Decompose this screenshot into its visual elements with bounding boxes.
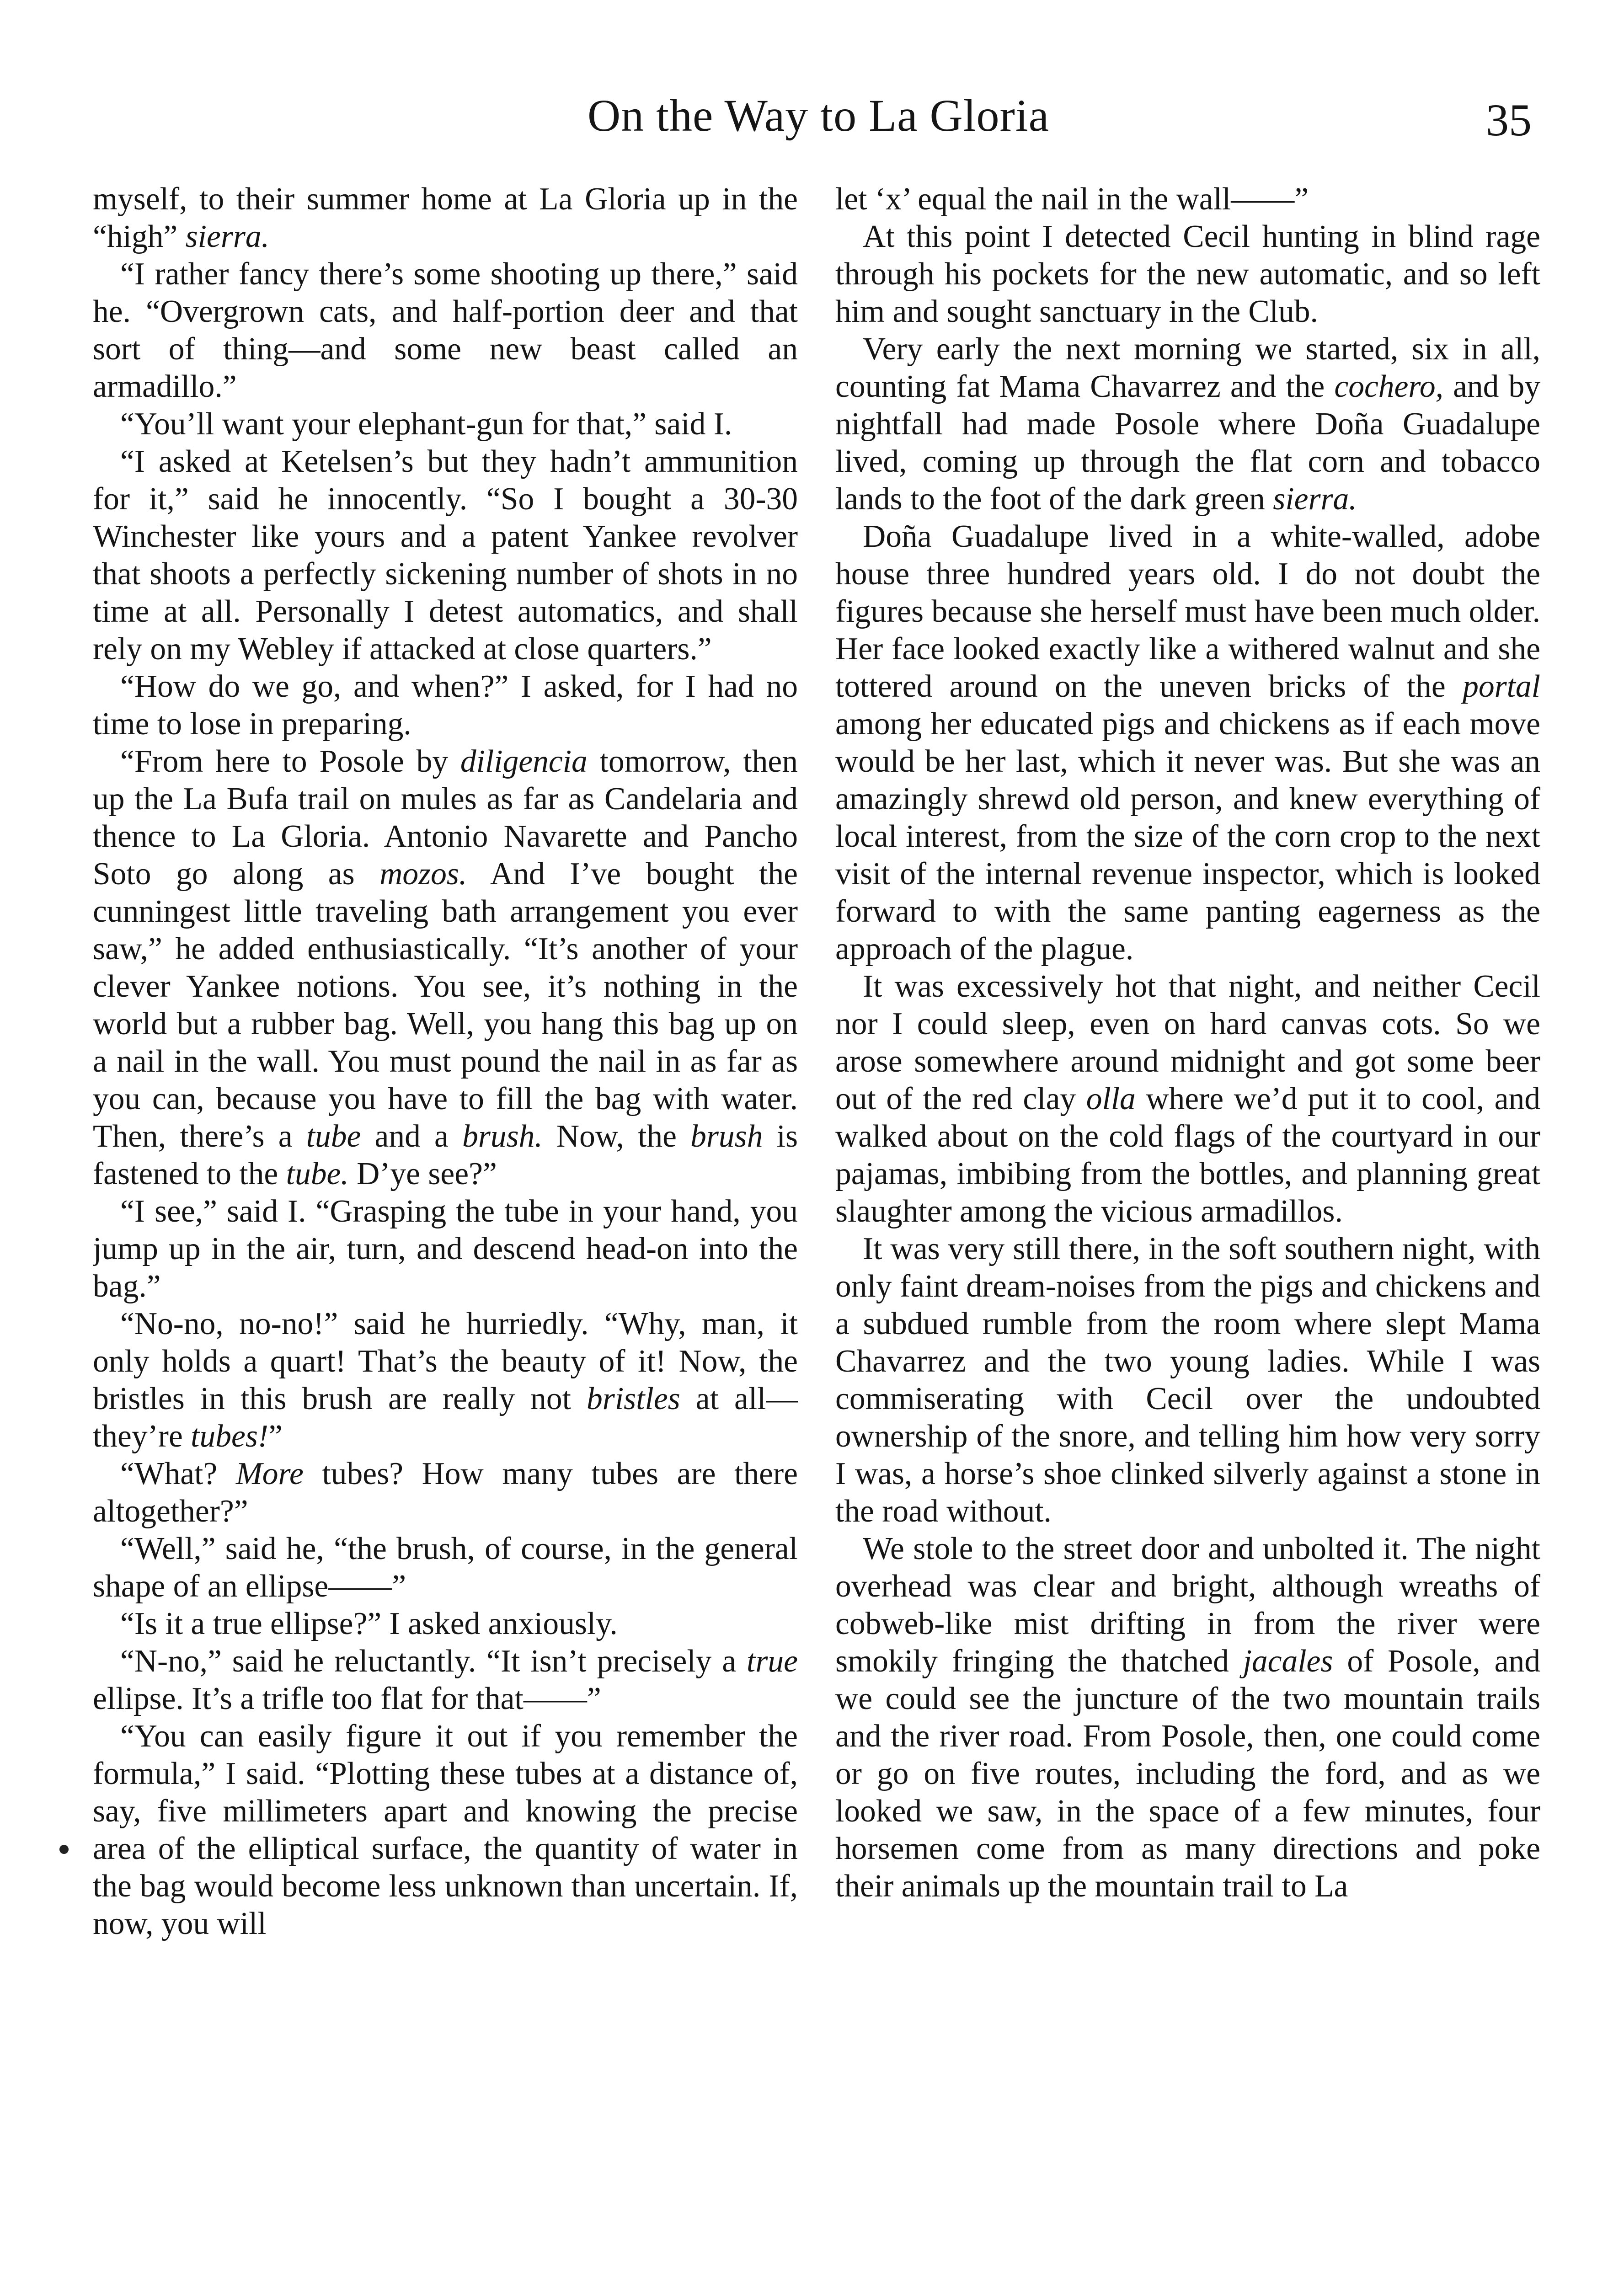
paragraph: We stole to the street door and unbolted it. The night overhead was clear and bright, although wreaths of cobweb-like mist drifting in from the river were smokily fringing the thatched jacales of Posole, and we could see the juncture of the two mountain trails and the river road. From Posole, then, one could come or go on five routes, including the ford, and as we looked we saw, in the space of a few minutes, four horsemen come from as many directions and poke their animals up the mountain trail to La <box>835 1531 1540 1904</box>
paragraph: “You’ll want your elephant-gun for that,” said I. <box>120 406 732 442</box>
page-header <box>87 80 1550 162</box>
paragraph: “I rather fancy there’s some shooting up there,” said he. “Overgrown cats, and half-portion deer and that sort of thing—and some new beast called an armadillo.” <box>93 256 798 404</box>
paragraph: let ‘x’ equal the nail in the wall——” <box>835 182 1309 217</box>
paragraph: “How do we go, and when?” I asked, for I had no time to lose in preparing. <box>93 669 798 742</box>
paragraph: “From here to Posole by diligencia tomorrow, then up the La Bufa trail on mules as far as Candelaria and thence to La Gloria. Antonio Navarette and Pancho Soto go along as mozos. And I’ve bought the cunningest little traveling bath arrangement you ever saw,” he added enthusiastically. “It’s another of your clever Yankee notions. You see, it’s nothing in the world but a rubber bag. Well, you hang this bag up on a nail in the wall. You must pound the nail in as far as you can, because you have to fill the bag with water. Then, there’s a tube and a brush. Now, the brush is fastened to the tube. D’ye see?” <box>93 744 798 1191</box>
paragraph: “Is it a true ellipse?” I asked anxiously. <box>120 1606 618 1641</box>
right-text-column <box>835 181 1540 2286</box>
paragraph: “What? More tubes? How many tubes are there altogether?” <box>93 1456 798 1529</box>
left-text-column <box>93 181 798 2286</box>
paragraph: It was very still there, in the soft southern night, with only faint dream-noises from the pigs and chickens and a subdued rumble from the room where slept Mama Chavarrez and the two young ladies. While I was commiserating with Cecil over the undoubted ownership of the snore, and telling him how very sorry I was, a horse’s shoe clinked silverly against a stone in the road without. <box>835 1231 1540 1529</box>
paragraph: “No-no, no-no!” said he hurriedly. “Why, man, it only holds a quart! That’s the beauty of it! Now, the bristles in this brush are really not bristles at all—they’re tubes!” <box>93 1306 798 1454</box>
page-number: 35 <box>1486 95 1532 145</box>
paragraph: “I see,” said I. “Grasping the tube in your hand, you jump up in the air, turn, and descend head-on into the bag.” <box>93 1194 798 1304</box>
running-title: On the Way to La Gloria <box>587 90 1050 141</box>
margin-dot-mark <box>59 1845 69 1854</box>
paragraph: myself, to their summer home at La Gloria up in the “high” sierra. <box>93 182 798 254</box>
paragraph: It was excessively hot that night, and neither Cecil nor I could sleep, even on hard canvas cots. So we arose somewhere around midnight and got some beer out of the red clay olla where we’d put it to cool, and walked about on the cold flags of the courtyard in our pajamas, imbibing from the bottles, and planning great slaughter among the vicious armadillos. <box>835 969 1540 1229</box>
paragraph: “N-no,” said he reluctantly. “It isn’t precisely a true ellipse. It’s a trifle too flat for that——” <box>93 1644 798 1716</box>
paragraph: Doña Guadalupe lived in a white-walled, adobe house three hundred years old. I do not doubt the figures because she herself must have been much older. Her face looked exactly like a withered walnut and she tottered around on the uneven bricks of the portal among her educated pigs and chickens as if each move would be her last, which it never was. But she was an amazingly shrewd old person, and knew everything of local interest, from the size of the corn crop to the next visit of the internal revenue inspector, which is looked forward to with the same panting eagerness as the approach of the plague. <box>835 519 1540 967</box>
paragraph: Very early the next morning we started, six in all, counting fat Mama Chavarrez and the cochero, and by nightfall had made Posole where Doña Guadalupe lived, coming up through the flat corn and tobacco lands to the foot of the dark green sierra. <box>835 331 1540 517</box>
paragraph: “You can easily figure it out if you remember the formula,” I said. “Plotting these tubes at a distance of, say, five millimeters apart and knowing the precise area of the elliptical surface, the quantity of water in the bag would become less unknown than uncertain. If, now, you will <box>93 1719 798 1941</box>
paragraph: At this point I detected Cecil hunting in blind rage through his pockets for the new automatic, and so left him and sought sanctuary in the Club. <box>835 219 1540 329</box>
paragraph: “Well,” said he, “the brush, of course, in the general shape of an ellipse——” <box>93 1531 798 1604</box>
paragraph: “I asked at Ketelsen’s but they hadn’t ammunition for it,” said he innocently. “So I bought a 30-30 Winchester like yours and a patent Yankee revolver that shoots a perfectly sickening number of shots in no time at all. Personally I detest automatics, and shall rely on my Webley if attacked at close quarters.” <box>93 444 798 667</box>
